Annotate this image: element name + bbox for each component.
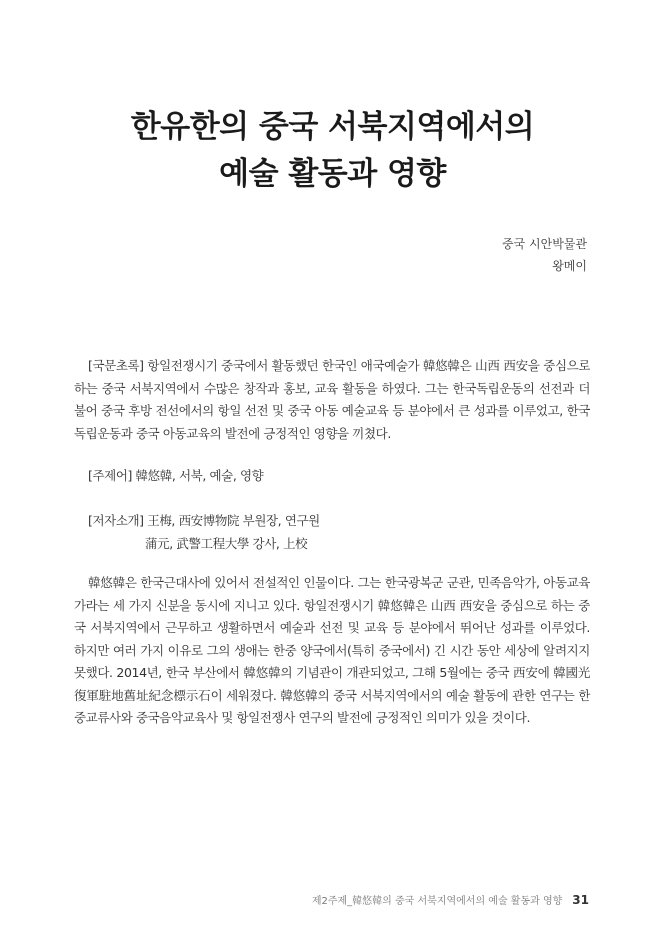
abstract-text: [국문초록] 항일전쟁시기 중국에서 활동했던 한국인 애국예술가 韓悠韓은 山西 西安을 중심으로 하는 중국 서북지역에서 수많은 창작과 홍보, 교육 활동을 하였다. 그는 한국독립운동의 선전과 더불어 중국 후방 전선에서의 항일 선전 및 중국 아동 예술교육 등 분야에서 큰 성과를 이루었고, 한국독립운동과 중국 아동교육의 발전에 긍정적인 영향을 끼쳤다. [74, 358, 590, 441]
author-name: 왕메이 [552, 259, 587, 273]
page-number: 31 [572, 893, 589, 907]
title-line-1: 한유한의 중국 서북지역에서의 [130, 109, 535, 145]
author-bio-section [74, 510, 590, 555]
author-block [502, 233, 587, 277]
keywords-section [74, 465, 590, 488]
abstract-section [74, 355, 590, 445]
bio-line-2: 蒲元, 武警工程大學 강사, 上校 [145, 535, 308, 551]
keywords-text: [주제어] 韓悠韓, 서북, 예술, 영향 [88, 468, 264, 483]
page-footer [312, 893, 589, 909]
title-line-2: 예술 활동과 영향 [219, 156, 446, 192]
running-title: 제2주제_韓悠韓의 중국 서북지역에서의 예술 활동과 영향 [311, 896, 563, 907]
paper-title [0, 104, 665, 198]
intro-section [74, 572, 590, 730]
bio-line-1: [저자소개] 王梅, 西安博物院 부원장, 연구원 [88, 513, 320, 528]
intro-paragraph: 韓悠韓은 한국근대사에 있어서 전설적인 인물이다. 그는 한국광복군 군관, 민족음악가, 아동교육가라는 세 가지 신분을 동시에 지니고 있다. 항일전쟁시기 韓悠韓은 山西 西安을 중심으로 하는 중국 서북지역에서 근무하고 생활하면서 예술과 선전 및 교육 등 분야에서 뛰어난 성과를 이루었다. 하지만 여러 가지 이유로 그의 생애는 한중 양국에서(특히 중국에서) 긴 시간 동안 세상에 알려지지 못했다. 2014년, 한국 부산에서 韓悠韓의 기념관이 개관되었고, 그해 5월에는 중국 西安에 韓國光復軍駐地舊址紀念標示石이 세워졌다. 韓悠韓의 중국 서북지역에서의 예술 활동에 관한 연구는 한중교류사와 중국음악교육사 및 항일전쟁사 연구의 발전에 긍정적인 의미가 있을 것이다. [74, 575, 590, 725]
author-affiliation: 중국 시안박물관 [502, 237, 587, 251]
